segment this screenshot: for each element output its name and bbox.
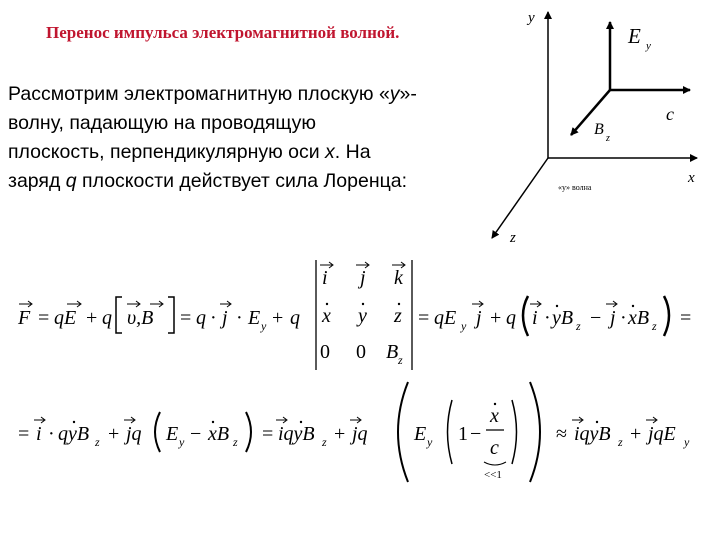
math-symbol: E	[248, 307, 261, 329]
math-symbol: y	[358, 305, 367, 327]
math-symbol: ·	[620, 307, 627, 329]
math-symbol: i	[36, 423, 42, 445]
math-symbol: z	[394, 305, 402, 327]
math-symbol: −	[190, 423, 202, 445]
math-symbol: +	[86, 307, 98, 329]
math-symbol: xB	[208, 423, 230, 445]
math-symbol: +	[490, 307, 502, 329]
math-symbol: +	[108, 423, 120, 445]
math-symbol: z	[576, 319, 581, 333]
math-symbol: i	[532, 307, 538, 329]
math-symbol: z	[618, 435, 623, 449]
c-vector-label: c	[666, 104, 674, 124]
math-symbol: ·	[48, 423, 55, 445]
math-symbol: qyB	[58, 423, 90, 445]
math-symbol: =	[680, 307, 692, 329]
math-symbol: υ,B	[127, 307, 154, 329]
wave-label: «y» волна	[558, 183, 592, 192]
math-symbol: qE	[54, 307, 77, 329]
intro-text: плоскости действует сила Лоренца:	[76, 170, 408, 192]
intro-var-y: y	[389, 83, 400, 105]
math-symbol: j	[222, 307, 228, 329]
y-axis-label: y	[528, 10, 535, 26]
math-symbol: iqyB	[278, 423, 315, 445]
intro-text: заряд	[8, 170, 66, 192]
math-symbol: =	[18, 423, 30, 445]
b-vector-subscript: z	[606, 133, 610, 144]
math-symbol: =	[38, 307, 50, 329]
math-symbol: −	[470, 423, 482, 445]
math-symbol: z	[233, 435, 238, 449]
intro-var-q: q	[65, 170, 77, 192]
math-symbol: ·	[544, 307, 551, 329]
math-symbol: j	[360, 267, 366, 289]
math-symbol: =	[418, 307, 430, 329]
math-symbol: z	[322, 435, 327, 449]
math-symbol: q	[290, 307, 300, 329]
math-symbol: c	[490, 437, 499, 459]
math-symbol: =	[180, 307, 192, 329]
math-symbol: y	[461, 319, 467, 333]
math-symbol: y	[684, 435, 690, 449]
b-vector-label: B	[594, 121, 604, 138]
math-symbol: E	[414, 423, 427, 445]
math-symbol: yB	[552, 307, 574, 329]
math-symbol: E	[166, 423, 179, 445]
math-symbol: y	[427, 435, 433, 449]
z-axis-label: z	[510, 230, 516, 246]
math-symbol: +	[272, 307, 284, 329]
math-symbol: jq	[352, 423, 368, 445]
math-symbol: k	[394, 267, 403, 289]
math-symbol: j	[476, 307, 482, 329]
math-symbol: xB	[628, 307, 650, 329]
formula-note: <<1	[484, 469, 502, 481]
intro-text: плоскость, перпендикулярную оси	[8, 141, 326, 163]
intro-text: Рассмотрим электромагнитную плоскую «	[8, 83, 390, 105]
math-symbol: jq	[126, 423, 142, 445]
intro-text: . На	[334, 141, 371, 163]
math-symbol: j	[610, 307, 616, 329]
math-symbol: −	[590, 307, 602, 329]
math-symbol: q	[506, 307, 516, 329]
math-symbol: x	[490, 405, 499, 427]
math-symbol: iqyB	[574, 423, 611, 445]
slide-title: Перенос импульса электромагнитной волной.	[46, 23, 400, 42]
math-symbol: q	[102, 307, 112, 329]
math-symbol: z	[95, 435, 100, 449]
math-symbol: y	[179, 435, 185, 449]
math-symbol: x	[322, 305, 331, 327]
intro-line-2: волну, падающую на проводящую	[8, 112, 317, 134]
math-symbol: +	[630, 423, 642, 445]
math-symbol: y	[261, 319, 267, 333]
e-vector-subscript: y	[646, 40, 651, 52]
x-axis-label: x	[688, 170, 695, 186]
math-symbol: 1	[458, 423, 468, 445]
math-symbol: +	[334, 423, 346, 445]
e-vector-label: E	[628, 24, 641, 48]
math-symbol: 0	[320, 341, 330, 363]
math-symbol: 0	[356, 341, 366, 363]
math-symbol: =	[262, 423, 274, 445]
math-symbol: z	[398, 353, 403, 367]
math-symbol: z	[652, 319, 657, 333]
math-symbol: F	[18, 307, 31, 329]
math-symbol: ·	[236, 307, 243, 329]
math-symbol: ≈	[556, 423, 567, 445]
math-symbol: B	[386, 341, 399, 363]
math-symbol: ·	[210, 307, 217, 329]
math-symbol: i	[322, 267, 328, 289]
math-symbol: jqE	[648, 423, 676, 445]
math-symbol: qE	[434, 307, 457, 329]
intro-var-x: x	[325, 141, 335, 163]
math-symbol: q	[196, 307, 206, 329]
intro-text: »-	[399, 83, 417, 105]
